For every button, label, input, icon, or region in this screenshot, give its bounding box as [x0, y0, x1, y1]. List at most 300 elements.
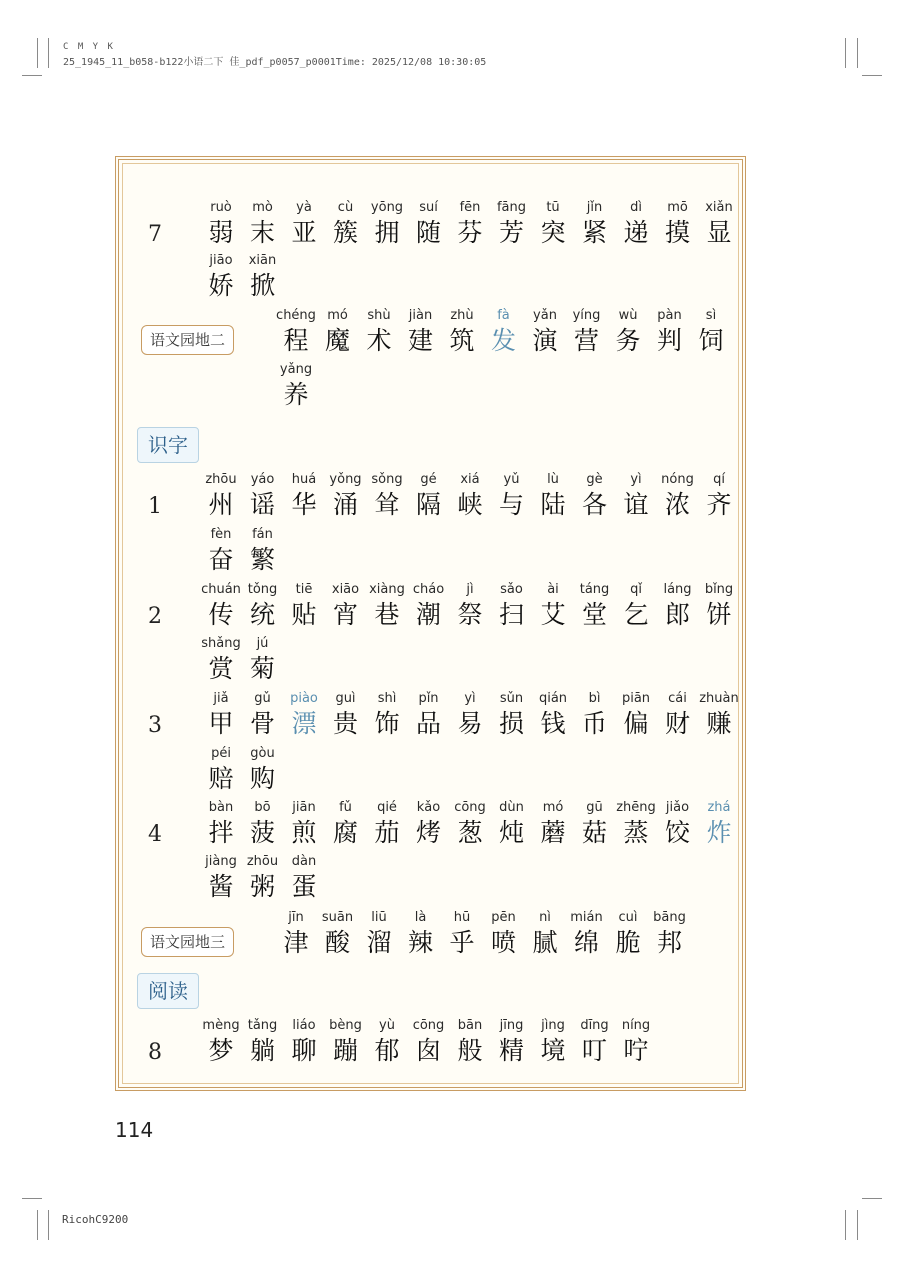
hanzi: 烤 [415, 818, 441, 847]
pinyin: tǒng [247, 582, 278, 597]
character-entry [273, 908, 319, 958]
pinyin: tiē [295, 582, 313, 597]
character-entry [240, 470, 286, 520]
character-entry [439, 306, 485, 356]
pinyin: fāng [496, 200, 527, 215]
crop-mark [845, 1210, 846, 1240]
vocabulary-line [119, 852, 739, 906]
character-entry [198, 580, 244, 630]
crop-mark [22, 1198, 42, 1199]
pinyin: yù [379, 1018, 395, 1033]
character-entry [398, 306, 444, 356]
vocabulary-line [119, 908, 739, 962]
character-entry [240, 689, 286, 739]
vocabulary-line [119, 689, 739, 743]
hanzi: 易 [457, 709, 483, 738]
pinyin: níng [621, 1018, 651, 1033]
section-label: 识字 [137, 427, 199, 463]
character-entry [240, 744, 286, 794]
hanzi: 钱 [540, 709, 566, 738]
pinyin: dīng [580, 1018, 609, 1033]
pinyin: yì [630, 472, 642, 487]
hanzi: 偏 [623, 709, 649, 738]
hanzi: 与 [498, 490, 524, 519]
hanzi: 陆 [540, 490, 566, 519]
pinyin: cái [668, 691, 687, 706]
hanzi: 突 [540, 218, 566, 247]
hanzi: 务 [615, 326, 641, 355]
hanzi: 腐 [332, 818, 358, 847]
pinyin: mò [252, 200, 273, 215]
hanzi: 贴 [291, 600, 317, 629]
pinyin: jīn [288, 910, 304, 925]
hanzi: 乞 [623, 600, 649, 629]
hanzi: 菊 [249, 654, 275, 683]
scanner-footer: RicohC9200 [62, 1213, 129, 1226]
crop-mark [862, 75, 882, 76]
pinyin: cōng [412, 1018, 445, 1033]
hanzi: 甲 [208, 709, 234, 738]
character-entry [364, 580, 410, 630]
crop-mark [22, 75, 42, 76]
hanzi: 币 [581, 709, 607, 738]
character-entry [406, 580, 452, 630]
pinyin: zhōu [246, 854, 279, 869]
hanzi: 品 [415, 709, 441, 738]
hanzi: 紧 [581, 218, 607, 247]
hanzi: 建 [407, 326, 433, 355]
character-entry [315, 908, 361, 958]
character-entry [198, 1016, 244, 1066]
hanzi: 赚 [706, 709, 732, 738]
pinyin: zhuàn [699, 691, 739, 706]
character-entry [696, 470, 742, 520]
character-entry [530, 689, 576, 739]
character-entry [655, 198, 701, 248]
pinyin: zhōu [205, 472, 237, 487]
character-entry [398, 908, 444, 958]
hanzi: 饲 [698, 326, 724, 355]
character-entry [655, 580, 701, 630]
character-entry [489, 580, 535, 630]
pinyin: bāng [653, 910, 686, 925]
character-entry [489, 1016, 535, 1066]
hanzi: 般 [457, 1036, 483, 1065]
pinyin: jì [466, 582, 474, 597]
hanzi: 养 [283, 380, 309, 409]
character-entry [198, 470, 244, 520]
section-label: 阅读 [137, 973, 199, 1009]
hanzi: 饰 [374, 709, 400, 738]
hanzi: 显 [706, 218, 732, 247]
hanzi: 娇 [208, 271, 234, 300]
pinyin: suí [419, 200, 438, 215]
hanzi: 蹦 [332, 1036, 358, 1065]
pinyin: yōng [370, 200, 404, 215]
hanzi: 财 [664, 709, 690, 738]
hanzi: 谊 [623, 490, 649, 519]
hanzi: 酱 [208, 872, 234, 901]
hanzi: 统 [249, 600, 275, 629]
character-entry [489, 798, 535, 848]
character-entry [481, 306, 527, 356]
lesson-number: 7 [148, 222, 162, 247]
character-entry [530, 1016, 576, 1066]
pinyin: fēn [459, 200, 481, 215]
pinyin: piān [621, 691, 651, 706]
chinese-garden-label: 语文园地二 [141, 325, 234, 355]
hanzi: 弱 [208, 218, 234, 247]
pinyin: tū [546, 200, 560, 215]
hanzi: 聊 [291, 1036, 317, 1065]
pinyin: yíng [572, 308, 601, 323]
lesson-number: 8 [148, 1040, 162, 1065]
pinyin: yǎng [279, 362, 313, 377]
character-entry [315, 306, 361, 356]
character-entry [696, 580, 742, 630]
hanzi: 浓 [664, 490, 690, 519]
hanzi: 峡 [457, 490, 483, 519]
pinyin: xiān [248, 253, 277, 268]
character-entry [240, 580, 286, 630]
hanzi: 炸 [706, 818, 732, 847]
hanzi: 囱 [415, 1036, 441, 1065]
character-entry [240, 798, 286, 848]
character-entry [240, 525, 286, 575]
pinyin: ruò [210, 200, 232, 215]
character-entry [530, 580, 576, 630]
hanzi: 郁 [374, 1036, 400, 1065]
hanzi: 境 [540, 1036, 566, 1065]
pinyin: bèng [329, 1018, 362, 1033]
character-entry [240, 1016, 286, 1066]
character-entry [198, 744, 244, 794]
pinyin: mèng [202, 1018, 240, 1033]
hanzi: 邦 [656, 928, 682, 957]
character-entry [240, 852, 286, 902]
character-entry [364, 798, 410, 848]
pinyin: cōng [454, 800, 486, 815]
character-entry [655, 470, 701, 520]
hanzi: 腻 [532, 928, 558, 957]
pinyin: fán [252, 527, 273, 542]
pinyin: yǔ [503, 472, 520, 487]
hanzi: 巷 [374, 600, 400, 629]
character-entry [572, 798, 618, 848]
pinyin: mó [542, 800, 564, 815]
pinyin: xiá [460, 472, 480, 487]
character-entry [198, 525, 244, 575]
character-entry [613, 470, 659, 520]
character-entry [198, 198, 244, 248]
pinyin: hū [453, 910, 471, 925]
hanzi: 乎 [449, 928, 475, 957]
character-entry [613, 798, 659, 848]
pinyin: sǒng [371, 472, 403, 487]
lesson-number: 1 [148, 494, 162, 519]
character-entry [364, 198, 410, 248]
pinyin: qián [538, 691, 568, 706]
character-entry [323, 689, 369, 739]
character-entry [198, 689, 244, 739]
hanzi: 艾 [540, 600, 566, 629]
character-entry [530, 470, 576, 520]
pinyin: sǔn [499, 691, 524, 706]
character-entry [572, 470, 618, 520]
pinyin: yǒng [329, 472, 362, 487]
character-entry [323, 580, 369, 630]
vocabulary-line [119, 798, 739, 852]
vocabulary-line [119, 634, 739, 688]
character-entry [281, 470, 327, 520]
pinyin: shù [367, 308, 391, 323]
character-entry [281, 689, 327, 739]
hanzi: 喷 [490, 928, 516, 957]
crop-mark [48, 1210, 49, 1240]
character-entry [406, 470, 452, 520]
hanzi: 蒸 [623, 818, 649, 847]
scan-color-marks: C M Y K [63, 42, 115, 52]
vocabulary-line [119, 744, 739, 798]
character-entry [323, 1016, 369, 1066]
hanzi: 摸 [664, 218, 690, 247]
character-entry [613, 580, 659, 630]
pinyin: fǔ [339, 800, 352, 815]
lesson-number: 3 [148, 713, 162, 738]
character-entry [273, 306, 319, 356]
pinyin: zhēng [616, 800, 656, 815]
pinyin: nóng [661, 472, 694, 487]
pinyin: guì [335, 691, 356, 706]
pinyin: mián [570, 910, 603, 925]
pinyin: láng [663, 582, 692, 597]
pinyin: jiǎo [665, 800, 690, 815]
hanzi: 贵 [332, 709, 358, 738]
character-entry [489, 470, 535, 520]
pinyin: bān [457, 1018, 483, 1033]
hanzi: 赏 [208, 654, 234, 683]
pinyin: là [414, 910, 427, 925]
lesson-number: 2 [148, 604, 162, 629]
hanzi: 溜 [366, 928, 392, 957]
pinyin: xiàng [369, 582, 405, 597]
pinyin: ài [547, 582, 559, 597]
lesson-number: 4 [148, 822, 162, 847]
hanzi: 掀 [249, 271, 275, 300]
character-entry [198, 251, 244, 301]
character-entry [447, 470, 493, 520]
character-entry [364, 470, 410, 520]
hanzi: 营 [573, 326, 599, 355]
hanzi: 宵 [332, 600, 358, 629]
pinyin: shì [377, 691, 397, 706]
hanzi: 葱 [457, 818, 483, 847]
page-number: 114 [115, 1118, 154, 1142]
vocabulary-line [119, 470, 739, 524]
character-entry [688, 306, 734, 356]
character-entry [481, 908, 527, 958]
crop-mark [857, 38, 858, 68]
crop-mark [857, 1210, 858, 1240]
pinyin: chuán [201, 582, 241, 597]
character-entry [406, 1016, 452, 1066]
character-entry [572, 580, 618, 630]
pinyin: gǔ [254, 691, 271, 706]
hanzi: 饺 [664, 818, 690, 847]
character-entry [323, 470, 369, 520]
pinyin: jiàn [408, 308, 433, 323]
character-entry [439, 908, 485, 958]
pinyin: mō [667, 200, 688, 215]
character-entry [240, 634, 286, 684]
pinyin: kǎo [416, 800, 441, 815]
pinyin: péi [211, 746, 231, 761]
pinyin: jiāo [209, 253, 233, 268]
character-entry [572, 198, 618, 248]
pinyin: gū [586, 800, 603, 815]
hanzi: 祭 [457, 600, 483, 629]
hanzi: 漂 [291, 709, 317, 738]
pinyin: mó [327, 308, 348, 323]
character-entry [530, 798, 576, 848]
pinyin: bō [254, 800, 271, 815]
pinyin: xiǎn [705, 200, 733, 215]
vocabulary-line [119, 306, 739, 360]
pinyin: huá [291, 472, 317, 487]
character-entry [572, 689, 618, 739]
character-entry [522, 306, 568, 356]
pinyin: liū [371, 910, 387, 925]
character-entry [281, 198, 327, 248]
hanzi: 末 [249, 218, 275, 247]
hanzi: 判 [656, 326, 682, 355]
pinyin: wù [618, 308, 638, 323]
hanzi: 谣 [249, 490, 275, 519]
hanzi: 赔 [208, 764, 234, 793]
character-entry [364, 689, 410, 739]
character-entry [647, 306, 693, 356]
hanzi: 魔 [324, 326, 350, 355]
pinyin: dùn [499, 800, 524, 815]
hanzi: 拥 [374, 218, 400, 247]
hanzi: 饼 [706, 600, 732, 629]
pinyin: shǎng [201, 636, 241, 651]
pinyin: jìng [541, 1018, 565, 1033]
pinyin: fèn [210, 527, 232, 542]
character-entry [240, 251, 286, 301]
hanzi: 菇 [581, 818, 607, 847]
hanzi: 堂 [581, 600, 607, 629]
character-entry [198, 634, 244, 684]
character-entry [198, 852, 244, 902]
pinyin: jǐn [586, 200, 603, 215]
pinyin: sǎo [500, 582, 523, 597]
hanzi: 筑 [449, 326, 475, 355]
character-entry [406, 198, 452, 248]
vocabulary-line [119, 360, 739, 414]
vocabulary-frame [115, 156, 746, 1091]
scan-header: 25_1945_11_b058-b122小语二下 佳_pdf_p0057_p0001Time: 2025/12/08 10:30:05 [63, 57, 487, 68]
hanzi: 煎 [291, 818, 317, 847]
hanzi: 递 [623, 218, 649, 247]
pinyin: tǎng [247, 1018, 278, 1033]
character-entry [323, 198, 369, 248]
character-entry [447, 798, 493, 848]
hanzi: 随 [415, 218, 441, 247]
pinyin: lù [547, 472, 559, 487]
character-entry [323, 798, 369, 848]
hanzi: 购 [249, 764, 275, 793]
pinyin: sì [705, 308, 717, 323]
pinyin: dì [630, 200, 642, 215]
pinyin: yà [296, 200, 312, 215]
hanzi: 茄 [374, 818, 400, 847]
character-entry [605, 306, 651, 356]
pinyin: nì [539, 910, 551, 925]
pinyin: jiān [292, 800, 316, 815]
pinyin: yì [464, 691, 476, 706]
hanzi: 躺 [249, 1036, 275, 1065]
hanzi: 传 [208, 600, 234, 629]
character-entry [281, 798, 327, 848]
pinyin: qié [377, 800, 397, 815]
character-entry [613, 1016, 659, 1066]
pinyin: suān [321, 910, 354, 925]
crop-mark [862, 1198, 882, 1199]
hanzi: 梦 [208, 1036, 234, 1065]
character-entry [655, 689, 701, 739]
hanzi: 蘑 [540, 818, 566, 847]
pinyin: pēn [491, 910, 516, 925]
character-entry [406, 798, 452, 848]
hanzi: 精 [498, 1036, 524, 1065]
pinyin: zhù [450, 308, 474, 323]
hanzi: 菠 [249, 818, 275, 847]
hanzi: 华 [291, 490, 317, 519]
pinyin: gé [420, 472, 437, 487]
pinyin: gòu [250, 746, 275, 761]
crop-mark [48, 38, 49, 68]
character-entry [696, 689, 742, 739]
crop-mark [845, 38, 846, 68]
pinyin: jiǎ [213, 691, 229, 706]
hanzi: 绵 [573, 928, 599, 957]
character-entry [273, 360, 319, 410]
pinyin: qǐ [630, 582, 642, 597]
pinyin: bì [588, 691, 601, 706]
vocabulary-line [119, 525, 739, 579]
character-entry [240, 198, 286, 248]
hanzi: 州 [208, 490, 234, 519]
hanzi: 奋 [208, 545, 234, 574]
hanzi: 涌 [332, 490, 358, 519]
crop-mark [37, 38, 38, 68]
character-entry [613, 689, 659, 739]
pinyin: bǐng [704, 582, 734, 597]
pinyin: cháo [412, 582, 445, 597]
character-entry [696, 198, 742, 248]
pinyin: cuì [618, 910, 638, 925]
hanzi: 粥 [249, 872, 275, 901]
character-entry [281, 580, 327, 630]
hanzi: 辣 [407, 928, 433, 957]
character-entry [564, 908, 610, 958]
hanzi: 亚 [291, 218, 317, 247]
pinyin: jīng [499, 1018, 524, 1033]
pinyin: pàn [657, 308, 682, 323]
hanzi: 津 [283, 928, 309, 957]
pinyin: fà [497, 308, 510, 323]
